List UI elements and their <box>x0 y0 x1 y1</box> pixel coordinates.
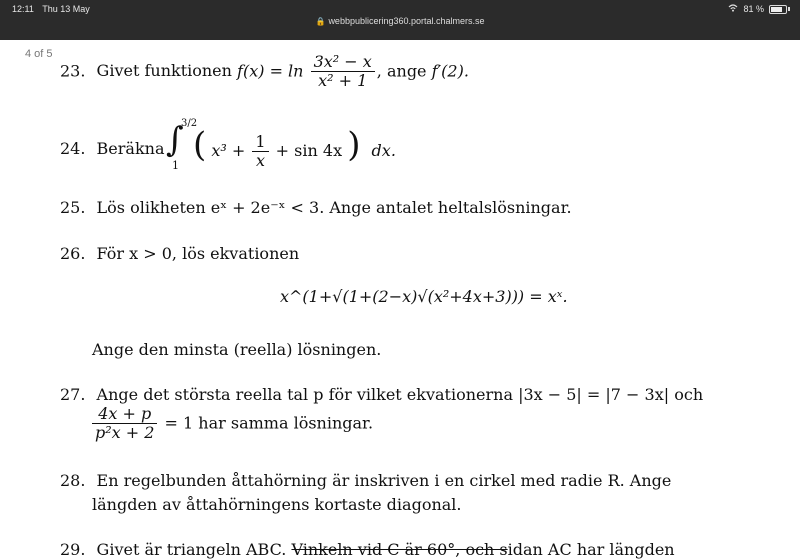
problem-28 <box>60 472 671 490</box>
problem-text: , ange <box>376 61 432 81</box>
right-paren: ) <box>347 125 361 165</box>
problem-26-equation: x^(1+√(1+(2−x)√(x²+4x+3))) = xˣ. <box>280 287 568 306</box>
address-url: webbpublicering360.portal.chalmers.se <box>328 16 485 26</box>
problem-text: Lös olikheten eˣ + 2e⁻ˣ < 3. Ange antalet heltalslösningar. <box>96 198 572 217</box>
integrand-term: x³ + <box>211 141 246 160</box>
page-counter: 4 of 5 <box>25 48 53 60</box>
problem-23 <box>60 53 469 91</box>
differential: dx. <box>371 141 396 160</box>
problem-text: idan AC har längden <box>507 540 675 559</box>
problem-number: 27. <box>60 385 86 404</box>
math-fraction <box>311 53 375 91</box>
fraction-numerator: 3x² − x <box>311 53 375 72</box>
fraction-numerator: 1 <box>252 133 268 152</box>
integral-sign: ∫ <box>166 120 184 160</box>
problem-number: 25. <box>60 198 86 217</box>
math-fraction <box>252 133 268 171</box>
integral-upper-limit: 3/2 <box>181 118 198 129</box>
math-function: f(x) = ln <box>237 61 304 81</box>
status-date: Thu 13 May <box>42 4 90 14</box>
problem-text: För x > 0, lös ekvationen <box>96 244 300 263</box>
battery-percent: 81 % <box>743 4 764 14</box>
math-derivative: f′(2). <box>431 61 469 81</box>
problem-24 <box>60 140 165 158</box>
problem-number: 29. <box>60 540 86 559</box>
problem-26 <box>60 245 299 263</box>
problem-text: = 1 har samma lösningar. <box>164 413 374 433</box>
problem-25 <box>60 199 572 217</box>
fraction-denominator: x² + 1 <box>318 71 368 91</box>
integral-lower-limit: 1 <box>172 159 179 172</box>
problem-27-line2 <box>90 405 373 443</box>
problem-text: Beräkna <box>96 139 165 158</box>
problem-text: En regelbunden åttahörning är inskriven i en cirkel med radie R. Ange <box>96 471 672 490</box>
status-time: 12:11 <box>12 4 34 14</box>
fraction-numerator: 4x + p <box>92 405 157 424</box>
problem-28-line2: längden av åttahörningens kortaste diagonal. <box>92 495 462 514</box>
problem-text: Givet funktionen <box>96 61 238 81</box>
problem-text: Givet är triangeln ABC. <box>96 540 292 559</box>
struck-text: Vinkeln vid C är 60°, och s <box>291 540 508 559</box>
problem-number: 24. <box>60 139 86 158</box>
problem-26-followup: Ange den minsta (reella) lösningen. <box>92 340 382 359</box>
math-fraction <box>92 405 157 443</box>
problem-text: Ange det största reella tal p för vilket ekvationerna |3x − 5| = |7 − 3x| och <box>96 385 704 404</box>
problem-29 <box>60 541 675 559</box>
integrand <box>193 127 396 170</box>
problem-27 <box>60 386 703 404</box>
fraction-denominator: p²x + 2 <box>95 423 155 443</box>
problem-number: 26. <box>60 244 86 263</box>
left-paren: ( <box>193 125 207 165</box>
problem-number: 28. <box>60 471 86 490</box>
fraction-denominator: x <box>255 151 265 170</box>
integrand-term: + sin 4x <box>275 141 343 160</box>
problem-number: 23. <box>60 61 86 81</box>
lock-icon: 🔒 <box>315 17 326 26</box>
